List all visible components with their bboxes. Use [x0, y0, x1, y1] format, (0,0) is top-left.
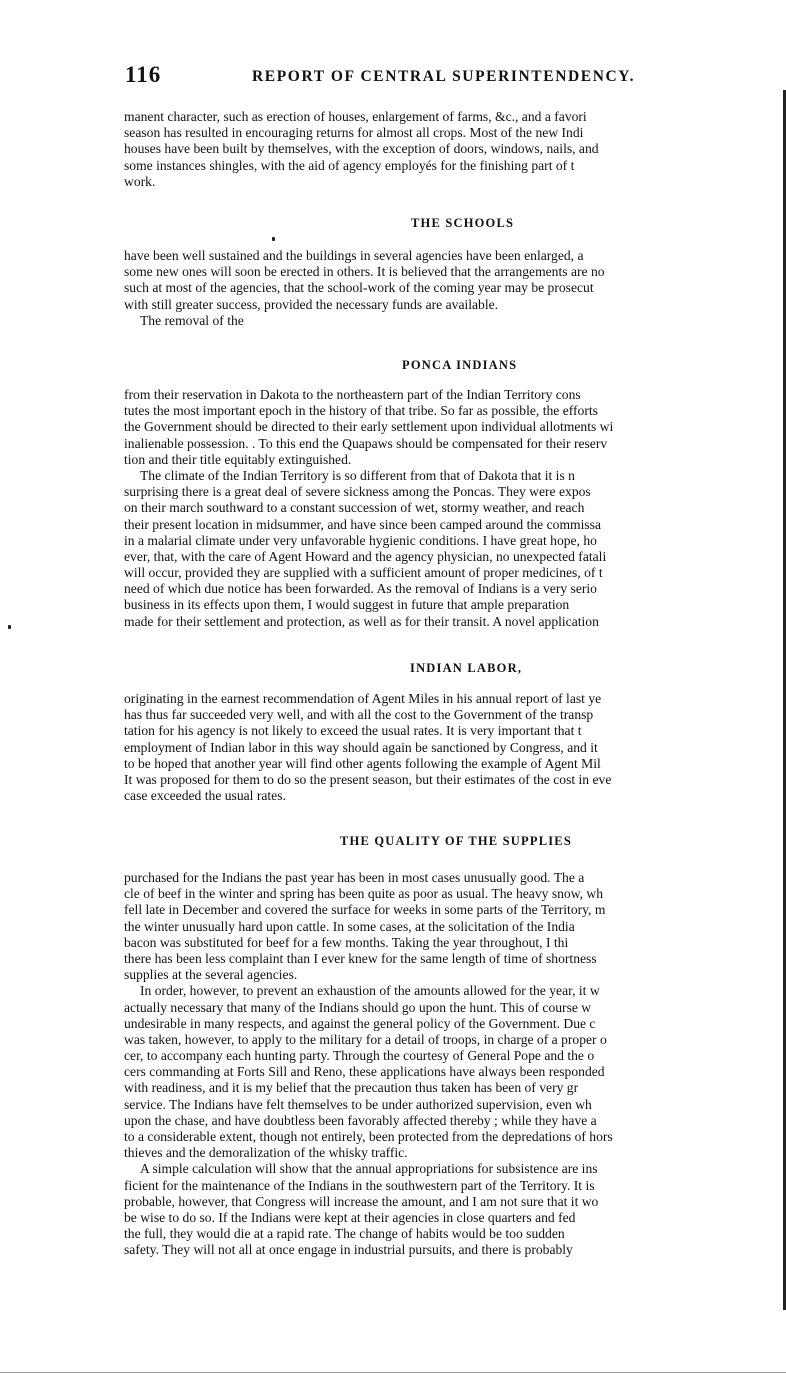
- section-heading-schools: THE SCHOOLS: [411, 216, 515, 230]
- schools-paragraph: [124, 248, 786, 329]
- labor-paragraph: [124, 691, 786, 804]
- text-line: inalienable possession. . To this end the Quapaws should be compensated for their reserv: [124, 435, 608, 451]
- text-line: houses have been built by themselves, with the exception of doors, windows, nails, and: [124, 141, 599, 157]
- text-line: the Government should be directed to their early settlement upon individual allotments wi: [124, 419, 614, 435]
- text-line: service. The Indians have felt themselves to be under authorized supervision, even wh: [124, 1096, 592, 1112]
- text-line: ever, that, with the care of Agent Howard and the agency physician, no unexpected fatali: [124, 548, 607, 564]
- text-line: on their march southward to a constant succession of wet, stormy weather, and reach: [124, 500, 585, 516]
- text-line: some instances shingles, with the aid of agency employés for the finishing part of t: [124, 157, 575, 173]
- text-line: upon the chase, and have doubtless been favorably affected thereby ; while they have a: [124, 1112, 597, 1128]
- text-line: A simple calculation will show that the annual appropriations for subsistence are ins: [140, 1161, 598, 1177]
- print-speck: [8, 625, 11, 629]
- text-line: It was proposed for them to do so the present season, but their estimates of the cost in eve: [124, 771, 612, 787]
- section-heading-indian-labor: INDIAN LABOR,: [410, 661, 523, 675]
- text-line: supplies at the several agencies.: [124, 967, 298, 983]
- text-line: business in its effects upon them, I would suggest in future that ample preparation: [124, 597, 570, 613]
- text-line: season has resulted in encouraging returns for almost all crops. Most of the new Indi: [124, 125, 584, 141]
- ponca-paragraph: [124, 387, 786, 630]
- text-line: will occur, provided they are supplied with a sufficient amount of proper medicines, of t: [124, 565, 603, 581]
- text-line: has thus far succeeded very well, and with all the cost to the Government of the transp: [124, 707, 594, 723]
- text-line: The climate of the Indian Territory is so different from that of Dakota that it is n: [140, 467, 575, 483]
- text-line: have been well sustained and the buildings in several agencies have been enlarged, a: [124, 248, 584, 263]
- text-line: there has been less complaint than I ever knew for the same length of time of shortness: [124, 950, 597, 966]
- text-line: with still greater success, provided the necessary funds are available.: [124, 296, 499, 312]
- page-title: REPORT OF CENTRAL SUPERINTENDENCY.: [252, 68, 636, 85]
- text-line: need of which due notice has been forwarded. As the removal of Indians is a very serio: [124, 581, 597, 597]
- supplies-paragraph: [124, 870, 786, 1259]
- text-line: work.: [124, 173, 156, 189]
- text-line: their present location in midsummer, and have since been camped around the commissa: [124, 516, 601, 532]
- text-line: some new ones will soon be erected in others. It is believed that the arrangements are no: [124, 264, 605, 280]
- text-line: to be hoped that another year will find other agents following the example of Agent Mil: [124, 755, 601, 771]
- intro-paragraph: [124, 109, 786, 190]
- section-heading-supplies: THE QUALITY OF THE SUPPLIES: [340, 834, 572, 848]
- text-line: cer, to accompany each hunting party. Through the courtesy of General Pope and the o: [124, 1048, 595, 1064]
- text-line: to a considerable extent, though not entirely, been protected from the depredations of hors: [124, 1129, 613, 1144]
- text-line: The removal of the: [140, 312, 244, 328]
- text-line: with readiness, and it is my belief that the precaution thus taken has been of very gr: [124, 1080, 579, 1096]
- text-line: actually necessary that many of the Indians should go upon the hunt. This of course w: [124, 999, 592, 1015]
- text-line: made for their settlement and protection, as well as for their transit. A novel application: [124, 613, 599, 629]
- text-line: be wise to do so. If the Indians were kept at their agencies in close quarters and fed: [124, 1209, 576, 1225]
- text-line: case exceeded the usual rates.: [124, 788, 286, 804]
- text-line: in a malarial climate under very unfavorable hygienic conditions. I have great hope, ho: [124, 532, 597, 548]
- running-head: [125, 62, 786, 88]
- section-heading-ponca: PONCA INDIANS: [402, 358, 518, 372]
- text-line: ficient for the maintenance of the Indians in the southwestern part of the Territory. It is: [124, 1177, 595, 1193]
- text-line: tutes the most important epoch in the history of that tribe. So far as possible, the efforts: [124, 403, 598, 419]
- scan-bottom-edge: [0, 1372, 786, 1373]
- text-line: undesirable in many respects, and against the general policy of the Government. Due c: [124, 1015, 596, 1031]
- text-line: probable, however, that Congress will increase the amount, and I am not sure that it wo: [124, 1193, 599, 1209]
- page-number: 116: [125, 62, 162, 87]
- text-line: tation for his agency is not likely to exceed the usual rates. It is very important that t: [124, 723, 582, 739]
- text-line: manent character, such as erection of houses, enlargement of farms, &c., and a favori: [124, 109, 587, 124]
- text-line: the full, they would die at a rapid rate. The change of habits would be too sudden: [124, 1226, 565, 1242]
- text-line: thieves and the demoralization of the whisky traffic.: [124, 1145, 408, 1161]
- text-line: In order, however, to prevent an exhaustion of the amounts allowed for the year, it w: [140, 983, 600, 999]
- text-line: bacon was substituted for beef for a few months. Taking the year throughout, I thi: [124, 934, 569, 950]
- text-line: tion and their title equitably extinguished.: [124, 451, 352, 467]
- text-line: purchased for the Indians the past year has been in most cases unusually good. The a: [124, 870, 585, 885]
- text-line: safety. They will not all at once engage in industrial pursuits, and there is probably: [124, 1242, 573, 1258]
- text-line: originating in the earnest recommendation of Agent Miles in his annual report of last ye: [124, 691, 602, 706]
- print-speck: [272, 237, 275, 241]
- text-line: fell late in December and covered the surface for weeks in some parts of the Territory, m: [124, 902, 606, 918]
- text-line: from their reservation in Dakota to the northeastern part of the Indian Territory cons: [124, 387, 581, 402]
- text-line: such at most of the agencies, that the school-work of the coming year may be prosecut: [124, 280, 594, 296]
- text-line: cers commanding at Forts Sill and Reno, these applications have always been responded: [124, 1064, 605, 1080]
- text-line: cle of beef in the winter and spring has been quite as poor as usual. The heavy snow, wh: [124, 886, 604, 902]
- text-line: the winter unusually hard upon cattle. In some cases, at the solicitation of the India: [124, 918, 575, 934]
- text-line: employment of Indian labor in this way should again be sanctioned by Congress, and it: [124, 739, 598, 755]
- text-line: was taken, however, to apply to the military for a detail of troops, in charge of a proper o: [124, 1031, 607, 1047]
- text-line: surprising there is a great deal of severe sickness among the Poncas. They were expos: [124, 484, 591, 500]
